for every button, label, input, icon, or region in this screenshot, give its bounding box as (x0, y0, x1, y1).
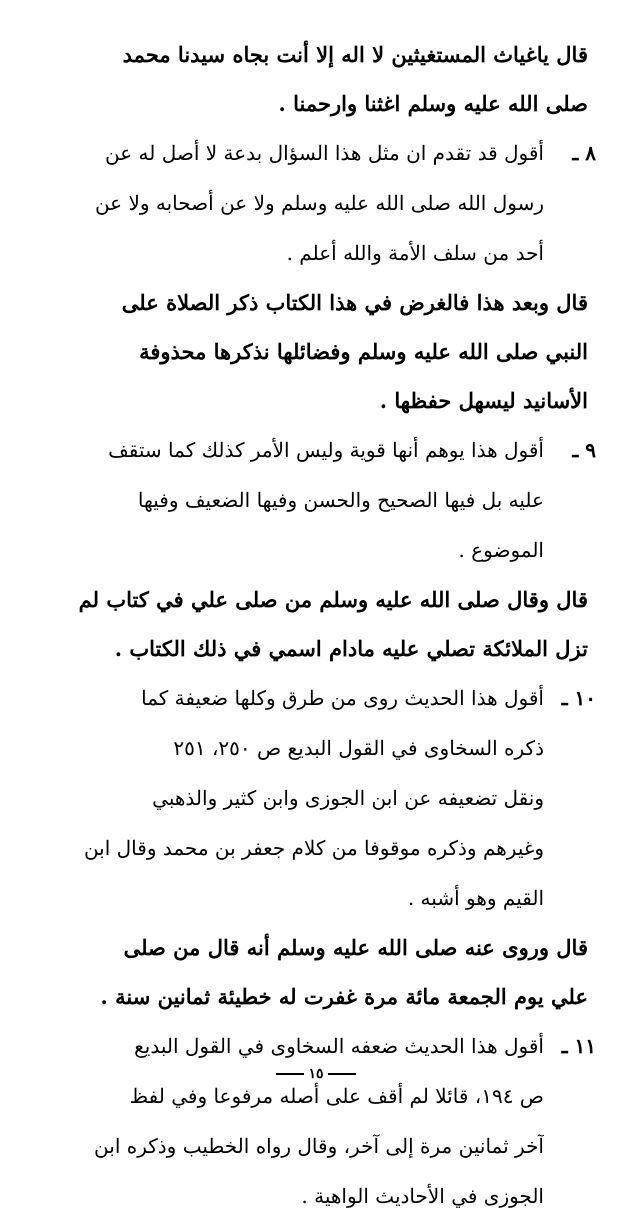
text-line: أقول هذا الحديث روى من طرق وكلها ضعيفة كما (141, 686, 544, 710)
text-line: الأسانيد ليسهل حفظها . (379, 388, 588, 413)
quoted-passage (20, 575, 596, 673)
commentary-paragraph (20, 673, 596, 923)
text-line: الجوزى في الأحاديث الواهية . (301, 1184, 544, 1208)
commentary-paragraph (20, 128, 596, 278)
text-line: قال وبعد هذا فالغرض في هذا الكتاب ذكر الصلاة على (121, 290, 588, 315)
paragraph-number: ١٠ ـ (561, 686, 596, 710)
quoted-passage (20, 278, 596, 425)
text-line: علي يوم الجمعة مائة مرة غفرت له خطيئة ثمانين سنة . (100, 984, 588, 1009)
commentary-paragraph (20, 425, 596, 575)
text-line: ذكره السخاوى في القول البديع ص ٢٥٠، ٢٥١ (173, 736, 544, 760)
quoted-passage (20, 30, 596, 128)
page-content (20, 30, 596, 1221)
text-line: أقول هذا يوهم أنها قوية وليس الأمر كذلك كما ستقف (108, 438, 544, 462)
page-footer (0, 1066, 632, 1082)
text-line: وغيرهم وذكره موقوفا من كلام جعفر بن محمد وقال ابن (83, 836, 544, 860)
page-number: ١٥ (308, 1066, 324, 1082)
text-line: قال وروى عنه صلى الله عليه وسلم أنه قال من صلى (123, 935, 588, 960)
footer-ornament-left (328, 1073, 356, 1075)
text-line: آخر ثمانين مرة إلى آخر، وقال رواه الخطيب وذكره ابن (94, 1134, 544, 1158)
text-line: قال ياغياث المستغيثين لا اله إلا أنت بجاه سيدنا محمد (122, 42, 588, 67)
text-line: رسول الله صلى الله عليه وسلم ولا عن أصحابه ولا عن (94, 191, 544, 215)
paragraph-number: ٨ ـ (572, 141, 596, 165)
paragraph-number: ١١ ـ (561, 1034, 596, 1058)
text-line: تزل الملائكة تصلي عليه مادام اسمي في ذلك الكتاب . (114, 636, 588, 661)
commentary-paragraph (20, 1021, 596, 1221)
paragraph-number: ٩ ـ (572, 438, 596, 462)
text-line: أقول قد تقدم ان مثل هذا السؤال بدعة لا أصل له عن (105, 141, 544, 165)
text-line: أحد من سلف الأمة والله أعلم . (286, 241, 544, 265)
text-line: صلى الله عليه وسلم اغثنا وارحمنا . (278, 91, 588, 116)
text-line: أقول هذا الحديث ضعفه السخاوى في القول البديع (134, 1034, 544, 1058)
footer-ornament-right (276, 1073, 304, 1075)
quoted-passage (20, 923, 596, 1021)
text-line: ص ١٩٤، قائلا لم أقف على أصله مرفوعا وفي لفظ (129, 1084, 544, 1108)
text-line: الموضوع . (458, 538, 544, 562)
text-line: عليه بل فيها الصحيح والحسن وفيها الضعيف وفيها (137, 488, 544, 512)
text-line: قال وقال صلى الله عليه وسلم من صلى علي في كتاب لم (78, 587, 588, 612)
text-line: ونقل تضعيفه عن ابن الجوزى وابن كثير والذهبي (152, 786, 544, 810)
text-line: القيم وهو أشبه . (407, 886, 544, 910)
text-line: النبي صلى الله عليه وسلم وفضائلها نذكرها محذوفة (139, 339, 588, 364)
